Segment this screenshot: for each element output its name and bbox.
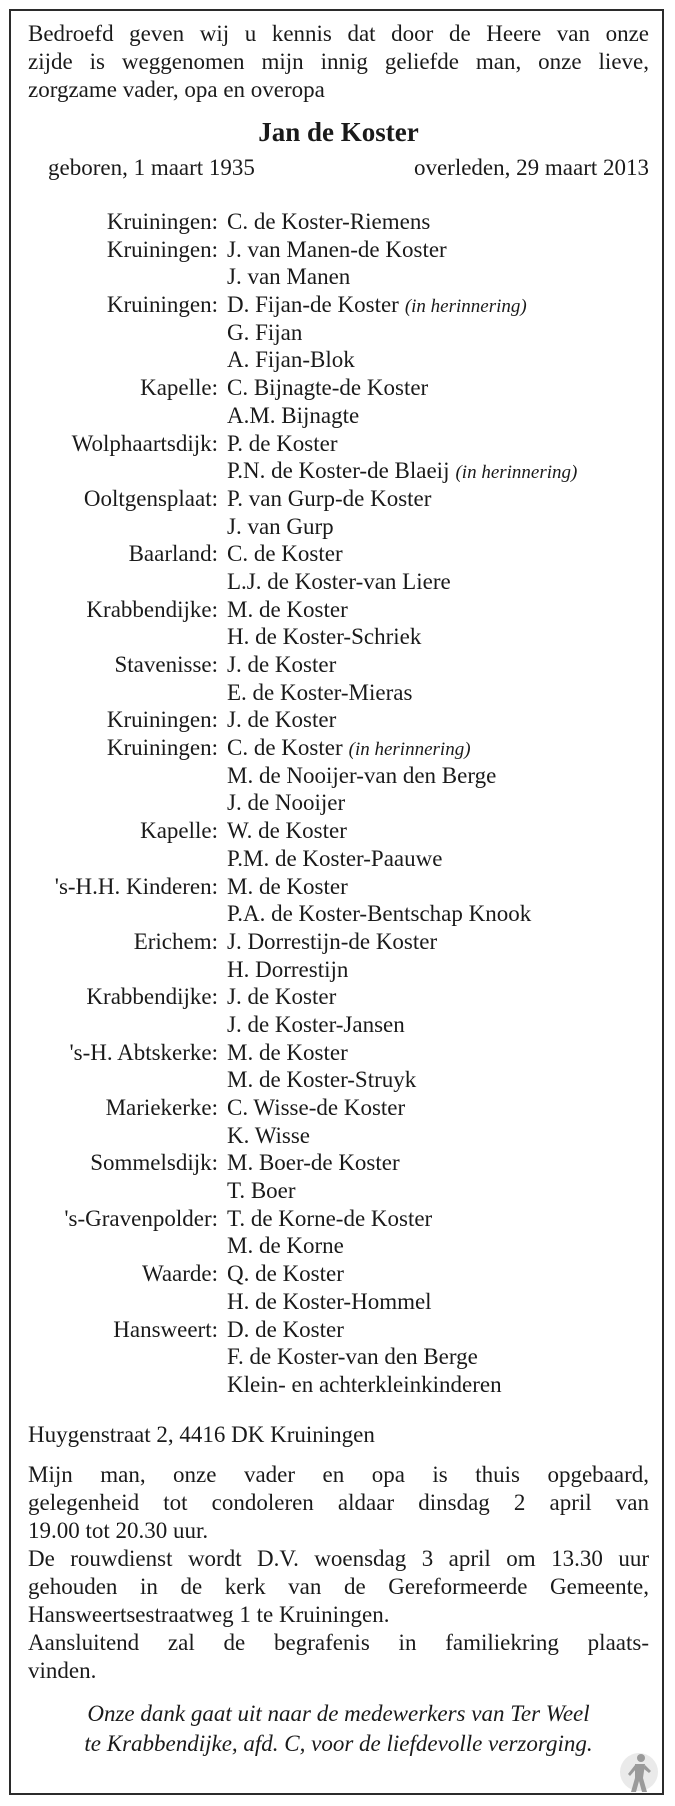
family-row: [28, 956, 649, 984]
family-person-name: D. Fijan-de Koster: [227, 292, 399, 318]
family-person: [218, 208, 430, 236]
family-person: [218, 513, 334, 541]
family-person-name: Klein- en achterkleinkinderen: [227, 1371, 502, 1397]
obituary-notice: [28, 20, 649, 1759]
family-row: [28, 1149, 649, 1177]
family-row: [28, 623, 649, 651]
family-row: [28, 540, 649, 568]
family-person-name: P.A. de Koster-Bentschap Knook: [227, 901, 532, 927]
family-person-name: P. de Koster: [227, 430, 338, 456]
family-place: Kapelle:: [140, 375, 218, 401]
thanks-line: Onze dank gaat uit naar de medewerkers van Ter Weel: [87, 1700, 590, 1726]
family-row: [28, 263, 649, 291]
family-person-name: J. van Manen-de Koster: [227, 236, 447, 262]
family-place: [28, 1288, 218, 1316]
family-place: [28, 513, 218, 541]
family-row: [28, 845, 649, 873]
family-row: [28, 374, 649, 402]
family-place: Kruiningen:: [106, 707, 218, 733]
family-row: [28, 1066, 649, 1094]
family-row: [28, 1205, 649, 1233]
family-place: [28, 956, 218, 984]
family-person-name: Q. de Koster: [227, 1261, 344, 1287]
family-place: [28, 402, 218, 430]
family-person-name: C. Bijnagte-de Koster: [227, 375, 429, 401]
intro-line: zijde is weggenomen mijn innig geliefde man, onze lieve,: [28, 49, 649, 74]
family-person: [218, 1316, 344, 1344]
family-row: [28, 789, 649, 817]
thanks-message: [28, 1699, 649, 1759]
family-person-name: A. Fijan-Blok: [227, 347, 355, 373]
family-person-name: C. de Koster-Riemens: [227, 209, 431, 234]
family-person: [218, 1177, 296, 1205]
family-person: [218, 263, 350, 291]
family-place: [28, 346, 218, 374]
family-person: [218, 1039, 348, 1067]
family-row: [28, 568, 649, 596]
family-person-name: M. de Nooijer-van den Berge: [227, 762, 497, 788]
family-person-name: M. Boer-de Koster: [227, 1150, 400, 1176]
family-person-name: H. de Koster-Hommel: [227, 1288, 432, 1314]
family-row: [28, 291, 649, 319]
family-person: [218, 623, 421, 651]
in-memory-note: (in herinnering): [404, 296, 527, 318]
family-row: [28, 873, 649, 901]
family-person: [218, 679, 412, 707]
family-row: [28, 679, 649, 707]
family-row: [28, 1260, 649, 1288]
family-row: [28, 706, 649, 734]
family-person: [218, 734, 471, 762]
family-person: [218, 1260, 344, 1288]
family-person-name: M. de Koster: [227, 873, 348, 899]
family-person: [218, 596, 348, 624]
family-place: 's-H. Abtskerke:: [69, 1039, 218, 1065]
funeral-information: [28, 1461, 649, 1685]
info-line: Mijn man, onze vader en opa is thuis opgebaard,: [28, 1461, 649, 1487]
in-memory-note: (in herinnering): [348, 739, 471, 761]
family-place: Sommelsdijk:: [90, 1150, 218, 1176]
family-person: [218, 568, 451, 596]
family-person-name: E. de Koster-Mieras: [227, 679, 413, 705]
family-row: [28, 402, 649, 430]
family-person: [218, 956, 348, 984]
family-row: [28, 817, 649, 845]
family-place: [28, 900, 218, 928]
family-place: Kapelle:: [140, 818, 218, 844]
death-date: overleden, 29 maart 2013: [413, 155, 649, 180]
family-person: [218, 319, 302, 347]
family-person: [218, 540, 343, 568]
family-person-name: C. de Koster: [227, 541, 343, 567]
family-place: [28, 568, 218, 596]
family-place: Krabbendijke:: [86, 596, 218, 622]
family-place: [28, 1066, 218, 1094]
family-row: [28, 983, 649, 1011]
info-line: De rouwdienst wordt D.V. woensdag 3 april om 13.30 uur: [28, 1545, 649, 1571]
family-place: Hansweert:: [113, 1316, 218, 1342]
family-person-name: M. de Koster-Struyk: [227, 1067, 417, 1093]
family-place: Krabbendijke:: [86, 984, 218, 1010]
family-place: Wolphaartsdijk:: [71, 430, 218, 456]
thanks-line: te Krabbendijke, afd. C, voor de liefdevolle verzorging.: [84, 1730, 593, 1756]
family-place: [28, 679, 218, 707]
family-person-name: K. Wisse: [227, 1122, 310, 1148]
family-person: [218, 236, 447, 264]
family-person-name: W. de Koster: [227, 818, 347, 844]
family-place: Kruiningen:: [106, 236, 218, 262]
family-person-name: J. de Koster: [227, 707, 337, 733]
family-person-name: D. de Koster: [227, 1316, 344, 1342]
family-row: [28, 1288, 649, 1316]
family-person-name: P.M. de Koster-Paauwe: [227, 845, 443, 871]
family-person: [218, 1149, 400, 1177]
info-line: Aansluitend zal de begrafenis in familiekring plaats-: [28, 1629, 649, 1655]
family-person-name: M. de Koster: [227, 1039, 348, 1065]
family-person-name: C. Wisse-de Koster: [227, 1095, 406, 1120]
family-list: [28, 208, 649, 1399]
family-place: [28, 1371, 218, 1399]
family-person: [218, 845, 442, 873]
family-row: [28, 319, 649, 347]
family-place: Baarland:: [128, 541, 218, 567]
family-person-name: G. Fijan: [227, 319, 303, 345]
family-row: [28, 928, 649, 956]
family-person: [218, 374, 428, 402]
family-place: Kruiningen:: [106, 735, 218, 761]
family-person: [218, 789, 345, 817]
info-line: gelegenheid tot condoleren aldaar dinsdag 2 april van: [28, 1489, 649, 1515]
family-person: [218, 1011, 405, 1039]
family-person-name: H. Dorrestijn: [227, 956, 349, 982]
family-row: [28, 1094, 649, 1122]
family-place: [28, 457, 218, 485]
family-person: [218, 1066, 416, 1094]
info-line: Hansweertsestraatweg 1 te Kruiningen.: [28, 1601, 390, 1627]
family-place: Mariekerke:: [105, 1095, 218, 1120]
family-row: [28, 1371, 649, 1399]
birth-date: geboren, 1 maart 1935: [48, 155, 255, 180]
family-person-name: J. de Koster: [227, 652, 337, 677]
family-person: [218, 1232, 344, 1260]
family-person-name: T. de Korne-de Koster: [227, 1205, 433, 1231]
family-row: [28, 762, 649, 790]
family-place: 's-Gravenpolder:: [64, 1205, 218, 1231]
person-figure-icon: [619, 1750, 659, 1794]
family-place: 's-H.H. Kinderen:: [54, 873, 218, 899]
info-line: gehouden in de kerk van de Gereformeerde Gemeente,: [28, 1573, 649, 1599]
family-person-name: M. de Koster: [227, 596, 348, 622]
family-person: [218, 402, 359, 430]
family-person-name: A.M. Bijnagte: [227, 402, 360, 428]
family-person-name: J. van Gurp: [227, 513, 334, 539]
family-person: [218, 817, 347, 845]
family-person: [218, 291, 527, 319]
family-place: Kruiningen:: [106, 292, 218, 318]
family-row: [28, 1177, 649, 1205]
family-person: [218, 706, 336, 734]
family-row: [28, 734, 649, 762]
family-place: Kruiningen:: [106, 209, 218, 234]
family-person: [218, 900, 531, 928]
family-person-name: J. de Koster: [227, 984, 337, 1010]
family-place: [28, 762, 218, 790]
family-place: [28, 789, 218, 817]
info-line: 19.00 tot 20.30 uur.: [28, 1517, 209, 1543]
family-row: [28, 1011, 649, 1039]
family-place: Waarde:: [141, 1261, 218, 1287]
family-row: [28, 346, 649, 374]
life-dates: [28, 154, 649, 182]
info-line: vinden.: [28, 1657, 97, 1683]
family-person-name: P. van Gurp-de Koster: [227, 485, 432, 511]
family-place: [28, 1343, 218, 1371]
family-person: [218, 651, 336, 679]
family-person: [218, 485, 431, 513]
family-person: [218, 1371, 502, 1399]
family-person: [218, 762, 496, 790]
family-row: [28, 900, 649, 928]
family-row: [28, 236, 649, 264]
family-place: [28, 1232, 218, 1260]
family-row: [28, 1232, 649, 1260]
family-person: [218, 1343, 478, 1371]
family-person-name: C. de Koster: [227, 735, 343, 761]
family-place: [28, 319, 218, 347]
family-row: [28, 430, 649, 458]
family-row: [28, 651, 649, 679]
family-person-name: H. de Koster-Schriek: [227, 624, 422, 650]
family-person-name: L.J. de Koster-van Liere: [227, 568, 451, 594]
family-place: [28, 1177, 218, 1205]
family-person-name: J. de Nooijer: [227, 790, 346, 816]
family-row: [28, 208, 649, 236]
family-person: [218, 873, 348, 901]
family-place: Ooltgensplaat:: [83, 485, 218, 511]
intro-line: zorgzame vader, opa en overopa: [28, 77, 325, 102]
family-place: Stavenisse:: [114, 652, 218, 677]
family-place: [28, 263, 218, 291]
family-row: [28, 1316, 649, 1344]
family-row: [28, 513, 649, 541]
family-person-name: F. de Koster-van den Berge: [227, 1344, 478, 1370]
family-person: [218, 1288, 432, 1316]
family-person: [218, 457, 577, 485]
family-row: [28, 1343, 649, 1371]
family-row: [28, 1122, 649, 1150]
family-person-name: M. de Korne: [227, 1233, 344, 1259]
family-place: [28, 845, 218, 873]
intro-text: [28, 20, 649, 104]
family-person: [218, 1094, 405, 1122]
deceased-name: Jan de Koster: [258, 117, 419, 147]
family-person: [218, 1122, 310, 1150]
family-person-name: J. Dorrestijn-de Koster: [227, 928, 438, 954]
family-place: [28, 1122, 218, 1150]
family-person: [218, 983, 336, 1011]
in-memory-note: (in herinnering): [455, 462, 578, 484]
family-place: [28, 1011, 218, 1039]
family-person: [218, 1205, 432, 1233]
home-address: Huygenstraat 2, 4416 DK Kruiningen: [28, 1421, 375, 1447]
family-place: Erichem:: [133, 928, 218, 954]
family-person: [218, 928, 437, 956]
family-person: [218, 430, 338, 458]
family-person-name: J. van Manen: [227, 264, 351, 290]
family-row: [28, 485, 649, 513]
family-person-name: P.N. de Koster-de Blaeij: [227, 458, 450, 484]
family-place: [28, 623, 218, 651]
family-person-name: T. Boer: [227, 1178, 296, 1204]
family-row: [28, 457, 649, 485]
intro-line: Bedroefd geven wij u kennis dat door de Heere van onze: [28, 21, 649, 46]
family-row: [28, 596, 649, 624]
family-row: [28, 1039, 649, 1067]
family-person-name: J. de Koster-Jansen: [227, 1011, 405, 1037]
family-person: [218, 346, 355, 374]
